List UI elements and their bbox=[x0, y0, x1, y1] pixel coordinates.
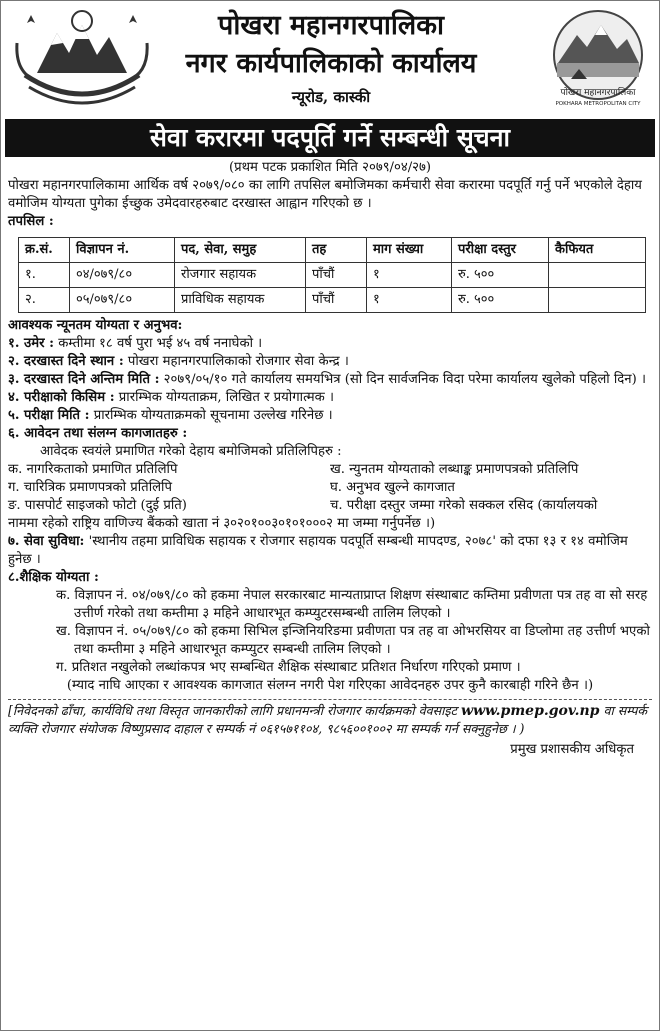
cell-ad-no: ०४/०७९/८० bbox=[70, 263, 175, 288]
exam-type-label: ४. परीक्षाको किसिम : bbox=[8, 390, 115, 405]
footer-line-1: [निवेदनको ढाँचा, कार्यविधि तथा विस्तृत जानकारीको लागि प्रधानमन्त्री रोजगार कार्यक्रमको वेवसाइट bbox=[8, 703, 457, 718]
requirements-title: आवश्यक न्यूनतम योग्यता र अनुभव: bbox=[8, 318, 183, 333]
list-item: क. नागरिकताको प्रमाणित प्रतिलिपि bbox=[8, 462, 178, 477]
facility-label: ७. सेवा सुविधा: bbox=[8, 534, 85, 549]
cell-ad-no: ०५/०७९/८० bbox=[70, 288, 175, 313]
cell-post: प्राविधिक सहायक bbox=[175, 288, 306, 313]
place-text: पोखरा महानगरपालिकाको रोजगार सेवा केन्द्र । bbox=[127, 354, 349, 369]
cell-level: पाँचौं bbox=[306, 263, 367, 288]
item-facility bbox=[8, 533, 652, 569]
edu-item: ख. विज्ञापन नं. ०५/०७९/८० को हकमा सिभिल इन्जिनियरिङमा प्रवीणता पत्र तह वा ओभरसियर वा डिप्लोमा तह उत्तीर्ण भएको तथा कम्तीमा ३ महिने आधारभूत कम्प्युटर सम्बन्धी तालिम लिएको । bbox=[56, 624, 650, 657]
exam-date-label: ५. परीक्षा मिति : bbox=[8, 408, 90, 423]
list-item: घ. अनुभव खुल्ने कागजात bbox=[330, 480, 455, 495]
edu-label: ८.शैक्षिक योग्यता : bbox=[8, 570, 99, 585]
header-title-2: नगर कार्यपालिकाको कार्यालय bbox=[185, 48, 477, 79]
th-demand: माग संख्या bbox=[367, 238, 452, 263]
facility-text: 'स्थानीय तहमा प्राविधिक सहायक र रोजगार सहायक पदपूर्ति सम्बन्धी मापदण्ड, २०७८' को दफा १३ र १४ वमोजिम हुनेछ । bbox=[8, 534, 628, 567]
list-item: च. परीक्षा दस्तुर जम्मा गरेको सक्कल रसिद (कार्यालयको bbox=[330, 498, 598, 513]
edu-item: ग. प्रतिशत नखुलेको लब्धांकपत्र भए सम्बन्धित शैक्षिक संस्थाबाट प्रतिशत निर्धारण गरिएको प्रमाण । bbox=[56, 660, 521, 675]
item-age bbox=[8, 335, 652, 353]
item-deadline bbox=[8, 371, 652, 389]
footer-line-3: मा सम्पर्क गर्न सक्नुहुनेछ । ) bbox=[395, 721, 525, 736]
cell-remarks bbox=[549, 263, 646, 288]
footer-line-2: वा सम्पर्क व्यक्ति रोजगार संयोजक विष्णुप्रसाद दाहाल र सम्पर्क नं ०६१५७११०४, ९८५६००१००२ bbox=[8, 703, 648, 736]
age-text: कम्तीमा १८ वर्ष पुरा भई ४५ वर्ष ननाघेको । bbox=[58, 336, 263, 351]
pokhara-logo-icon bbox=[543, 7, 653, 111]
cell-post: रोजगार सहायक bbox=[175, 263, 306, 288]
note-text: (म्याद नाघि आएका र आवश्यक कागजात संलग्न नगरी पेश गरिएका आवेदनहरु उपर कुनै कारबाही गरिने छैन ।) bbox=[66, 678, 594, 693]
item-place bbox=[8, 353, 652, 371]
docs-continued: नाममा रहेको राष्ट्रिय वाणिज्य बैंकको खाता नं ३०२०१००३०१०१०००२ मा जम्मा गर्नुपर्नेछ ।) bbox=[8, 516, 436, 531]
list-item: ङ. पासपोर्ट साइजको फोटो (दुई प्रति) bbox=[8, 498, 187, 513]
vacancy-table bbox=[18, 237, 646, 313]
notice-banner: सेवा करारमा पदपूर्ति गर्ने सम्बन्धी सूचना bbox=[5, 119, 655, 157]
list-item: ख. न्युनतम योग्यताको लब्धाङ्क प्रमाणपत्रको प्रतिलिपि bbox=[330, 462, 579, 477]
cell-fee: रु. ५०० bbox=[452, 263, 549, 288]
signature: प्रमुख प्रशासकीय अधिकृत bbox=[510, 742, 634, 757]
deadline-text: २०७९/०५/१० गते कार्यालय समयभित्र (सो दिन सार्वजनिक विदा परेमा कार्यालय खुलेको पहिलो दिन) । bbox=[163, 372, 646, 387]
publish-date: (प्रथम पटक प्रकाशित मिति २०७९/०४/२७) bbox=[228, 160, 432, 175]
exam-date-text: प्रारम्भिक योग्यताक्रमको सूचनामा उल्लेख गरिनेछ । bbox=[93, 408, 333, 423]
cell-sn: २. bbox=[19, 288, 70, 313]
cell-level: पाँचौं bbox=[306, 288, 367, 313]
exam-type-text: प्रारम्भिक योग्यताक्रम, लिखित र प्रयोगात्मक । bbox=[118, 390, 334, 405]
docs-label: ६. आवेदन तथा संलग्न कागजातहरु : bbox=[8, 426, 188, 441]
cell-demand: १ bbox=[367, 288, 452, 313]
cell-sn: १. bbox=[19, 263, 70, 288]
deadline-label: ३. दरखास्त दिने अन्तिम मिति : bbox=[8, 372, 160, 387]
edu-item: क. विज्ञापन नं. ०४/०७९/८० को हकमा नेपाल सरकारबाट मान्यताप्राप्त शिक्षण संस्थाबाट कम्तिमा प्रवीणता पत्र तह वा सो सरह उत्तीर्ण गरेको तथा कम्तीमा ३ महिने आधारभूत कम्प्युटरसम्बन्धी तालिम लिएको । bbox=[56, 588, 648, 621]
logo-text: पोखरा महानगरपालिका bbox=[560, 88, 636, 98]
th-sn: क्र.सं. bbox=[19, 238, 70, 263]
th-ad-no: विज्ञापन नं. bbox=[70, 238, 175, 263]
item-exam-date bbox=[8, 407, 652, 425]
item-exam-type bbox=[8, 389, 652, 407]
footer-note bbox=[8, 699, 652, 737]
logo-subtext: POKHARA METROPOLITAN CITY bbox=[555, 101, 641, 107]
cell-fee: रु. ५०० bbox=[452, 288, 549, 313]
cell-demand: १ bbox=[367, 263, 452, 288]
list-item: ग. चारित्रिक प्रमाणपत्रको प्रतिलिपि bbox=[8, 480, 172, 495]
cell-remarks bbox=[549, 288, 646, 313]
header-address: न्यूरोड, कास्की bbox=[291, 88, 371, 106]
place-label: २. दरखास्त दिने स्थान : bbox=[8, 354, 124, 369]
website-link[interactable]: www.pmep.gov.np bbox=[460, 703, 600, 719]
age-label: १. उमेर : bbox=[8, 336, 55, 351]
notice-body bbox=[1, 159, 659, 759]
table-row bbox=[19, 263, 646, 288]
table-header-row bbox=[19, 238, 646, 263]
tapasil-label: तपसिल : bbox=[8, 214, 54, 229]
th-remarks: कैफियत bbox=[549, 238, 646, 263]
docs-intro: आवेदक स्वयंले प्रमाणित गरेको देहाय बमोजिमको प्रतिलिपिहरु : bbox=[40, 444, 342, 459]
header-title-1: पोखरा महानगरपालिका bbox=[218, 10, 444, 41]
th-post: पद, सेवा, समुह bbox=[175, 238, 306, 263]
th-level: तह bbox=[306, 238, 367, 263]
intro-text: पोखरा महानगरपालिकामा आर्थिक वर्ष २०७९/०८० का लागि तपसिल बमोजिमका कर्मचारी सेवा करारमा पदपूर्ति गर्नु पर्ने भएकोले देहाय वमोजिम योग्यता पुगेका ईच्छुक उमेदवारहरुबाट दरखास्त आह्वान गरिएको छ । bbox=[8, 178, 642, 211]
docs-list bbox=[8, 461, 652, 515]
header bbox=[1, 1, 659, 119]
th-fee: परीक्षा दस्तुर bbox=[452, 238, 549, 263]
table-row bbox=[19, 288, 646, 313]
